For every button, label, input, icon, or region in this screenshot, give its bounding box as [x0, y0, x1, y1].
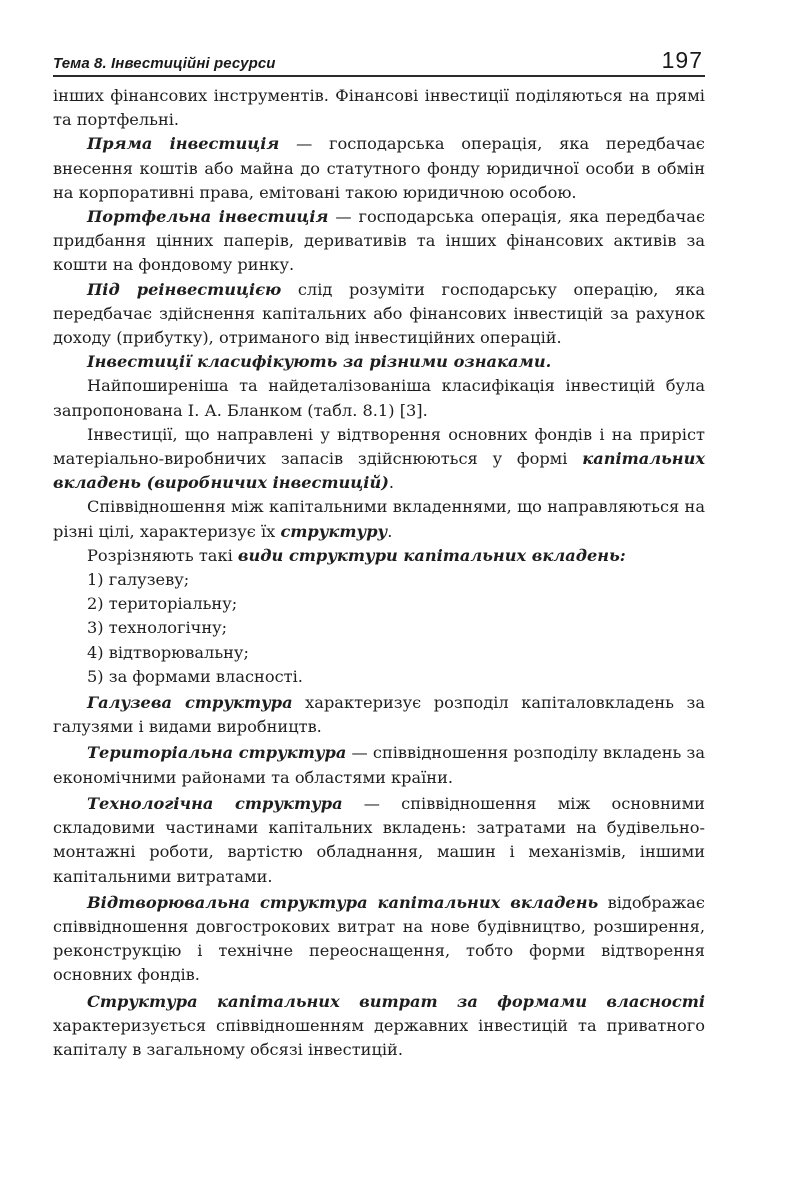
- structure-types-list: [53, 568, 705, 689]
- paragraph-text: Розрізняють такі: [87, 545, 238, 565]
- paragraph-text: відображає співвідношення довгострокових витрат на нове будівництво, розширення, реконструкцію і технічне переоснащення, тобто форми відтворення основних фондів.: [53, 892, 705, 985]
- paragraph: [53, 544, 705, 568]
- paragraph: [53, 350, 705, 374]
- term: Структура капітальних витрат за формами власності: [87, 991, 705, 1011]
- paragraph-text: — співвідношення між основними складовими частинами капітальних вкладень: затратами на будівельно-монтажні роботи, вартістю обладнання, машин і механізмів, іншими капітальними витратами.: [53, 793, 705, 886]
- list-item: 1) галузеву;: [87, 570, 190, 590]
- list-item: 2) територіальну;: [87, 594, 238, 614]
- term: Пряма інвестиція: [87, 134, 280, 154]
- paragraph: [53, 495, 705, 543]
- term: Під реінвестицією: [87, 279, 282, 299]
- paragraph: [53, 691, 705, 739]
- term: Галузева структура: [87, 693, 293, 713]
- list-item: 5) за формами власності.: [87, 666, 303, 686]
- term: Технологічна структура: [87, 793, 343, 813]
- paragraph: [53, 891, 705, 988]
- body-text: [53, 84, 705, 1062]
- paragraph: [53, 132, 705, 205]
- running-header: [53, 48, 705, 74]
- paragraph: [53, 205, 705, 278]
- paragraph-text: — господарська операція, яка передбачає внесення коштів або майна до статутного фонду юридичної особи в обмін на корпоративні права, емітовані такою юридичною особою.: [53, 134, 705, 202]
- paragraph: [53, 374, 705, 422]
- paragraph-tail: .: [388, 473, 395, 493]
- term: Територіальна структура: [87, 743, 347, 763]
- page-number: 197: [661, 47, 703, 73]
- list-item: 4) відтворювальну;: [87, 642, 249, 662]
- header-rule: [53, 75, 705, 77]
- paragraph-text: інших фінансових інструментів. Фінансові інвестиції поділяються на прямі та портфельні.: [53, 86, 705, 130]
- paragraph: [53, 84, 705, 132]
- paragraph-text: характеризує розподіл капіталовкладень за галузями і видами виробництв.: [53, 693, 705, 737]
- paragraph-text: — господарська операція, яка передбачає придбання цінних паперів, деривативів та інших фінансових активів за кошти на фондовому ринку.: [53, 207, 706, 275]
- term: Інвестиції класифікують за різними ознаками.: [87, 352, 552, 372]
- paragraph: [53, 278, 705, 351]
- paragraph-text: слід розуміти господарську операцію, яка передбачає здійснення капітальних або фінансових інвестицій за рахунок доходу (прибутку), отриманого від інвестиційних операцій.: [53, 279, 705, 348]
- term: Відтворювальна структура капітальних вкладень: [87, 892, 599, 912]
- paragraph-text: Найпоширеніша та найдеталізованіша класифікація інвестицій була запропонована І. А. Бланком (табл. 8.1) [3].: [53, 376, 705, 420]
- paragraph: [53, 741, 705, 789]
- chapter-title: Тема 8. Інвестиційні ресурси: [53, 55, 276, 72]
- paragraph-text: — співвідношення розподілу вкладень за економічними районами та областями країни.: [53, 743, 705, 787]
- paragraph-text: Інвестиції, що направлені у відтворення основних фондів і на приріст матеріально-виробничих запасів здійснюються у формі: [53, 424, 705, 469]
- term: види структури капітальних вкладень:: [237, 545, 626, 565]
- term: капітальних вкладень (виробничих інвестицій): [53, 449, 705, 493]
- term: Портфельна інвестиція: [87, 207, 329, 227]
- paragraph-text: Співвідношення між капітальними вкладеннями, що направляються на різні цілі, характеризує їх: [53, 497, 705, 541]
- paragraph-tail: .: [387, 521, 393, 541]
- paragraph: [53, 990, 705, 1063]
- paragraph: [53, 423, 705, 496]
- paragraph-text: характеризується співвідношенням державних інвестицій та приватного капіталу в загальному обсязі інвестицій.: [53, 1015, 705, 1059]
- term: структуру: [280, 521, 388, 541]
- paragraph: [53, 792, 705, 889]
- list-item: 3) технологічну;: [87, 618, 228, 638]
